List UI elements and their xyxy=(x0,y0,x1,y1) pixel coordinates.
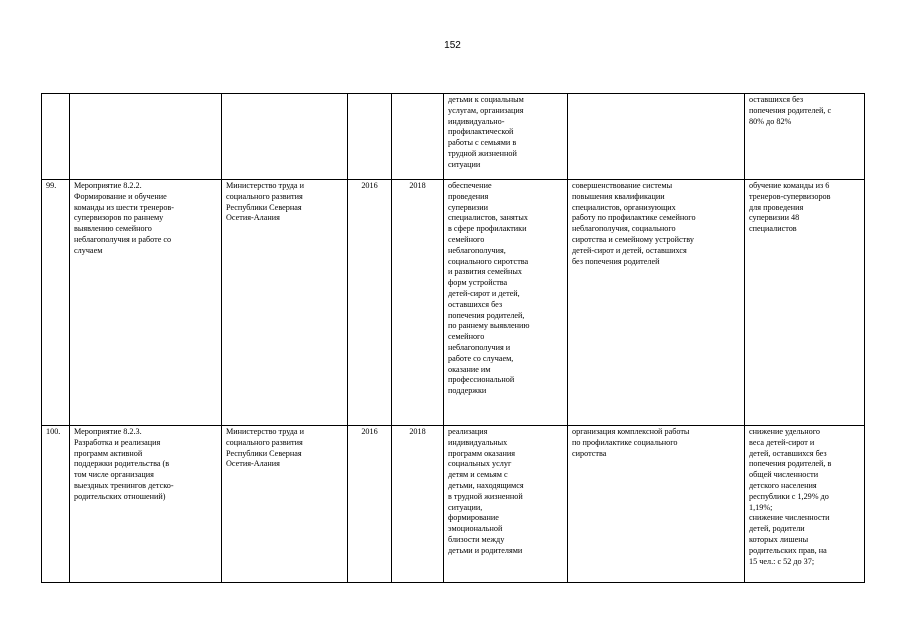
event-cell xyxy=(70,180,222,426)
year-start-cell xyxy=(348,180,392,426)
year-start: 2016 xyxy=(361,181,378,190)
year-end: 2018 xyxy=(409,427,426,436)
indicator-text: оставшихся без попечения родителей, с 80% до 82% xyxy=(749,95,832,126)
year-start-cell xyxy=(348,426,392,583)
row-number-cell xyxy=(42,426,70,583)
indicator-cell xyxy=(745,426,865,583)
event-text: Мероприятие 8.2.3. Разработка и реализация программ активной поддержки родительства (в том числе организация выездных тренингов детско- родительских отношений) xyxy=(74,427,174,501)
row-number-cell xyxy=(42,94,70,180)
row-number: 100. xyxy=(46,427,61,436)
result-cell xyxy=(568,180,745,426)
indicator-cell xyxy=(745,94,865,180)
content-text: обеспечение проведения супервизии специалистов, занятых в сфере профилактики семейного неблагополучия, социального сиротства и развития семейных форм устройства детей-сирот и детей, оставшихся без попечения родителей, по раннему выявлению семейного неблагополучия и работе со случаем, оказание им профессиональной поддержки xyxy=(448,181,530,396)
row-number: 99. xyxy=(46,181,57,190)
result-text: организация комплексной работы по профилактике социального сиротства xyxy=(572,427,690,458)
table-row xyxy=(42,180,865,426)
indicator-cell xyxy=(745,180,865,426)
executor-cell xyxy=(222,94,348,180)
year-end-cell xyxy=(392,180,444,426)
table-row xyxy=(42,426,865,583)
year-end-cell xyxy=(392,94,444,180)
measures-table xyxy=(41,93,865,583)
year-start-cell xyxy=(348,94,392,180)
year-end: 2018 xyxy=(409,181,426,190)
result-cell xyxy=(568,426,745,583)
content-text: детьми к социальным услугам, организация индивидуально- профилактической работы с семьями в трудной жизненной ситуации xyxy=(448,95,524,169)
event-cell xyxy=(70,426,222,583)
executor-cell xyxy=(222,426,348,583)
page-number: 152 xyxy=(444,40,461,51)
table-row xyxy=(42,94,865,180)
executor-text: Министерство труда и социального развития Республики Северная Осетия-Алания xyxy=(226,427,304,469)
executor-text: Министерство труда и социального развития Республики Северная Осетия-Алания xyxy=(226,181,304,223)
content-text: реализация индивидуальных программ оказания социальных услуг детям и семьям с детьми, находящимся в трудной жизненной ситуации, формирование эмоциональной близости между детьми и родителями xyxy=(448,427,524,555)
row-number-cell xyxy=(42,180,70,426)
year-end-cell xyxy=(392,426,444,583)
indicator-text: обучение команды из 6 тренеров-супервизоров для проведения супервизии 48 специалистов xyxy=(749,181,831,234)
indicator-text: снижение удельного веса детей-сирот и детей, оставшихся без попечения родителей, в общей численности детского населения республики с 1,29% до 1,19%; снижение численности детей, родители которых лишены родительских прав, на 15 чел.: с 52 до 37; xyxy=(749,427,832,566)
event-cell xyxy=(70,94,222,180)
year-start: 2016 xyxy=(361,427,378,436)
event-text: Мероприятие 8.2.2. Формирование и обучение команды из шести тренеров- супервизоров по раннему выявлению семейного неблагополучия и работе со случаем xyxy=(74,181,175,255)
content-cell xyxy=(444,426,568,583)
content-cell xyxy=(444,180,568,426)
result-cell xyxy=(568,94,745,180)
content-cell xyxy=(444,94,568,180)
result-text: совершенствование системы повышения квалификации специалистов, организующих работу по профилактике семейного неблагополучия, социального сиротства и семейному устройству детей-сирот и детей, оставшихся без попечения родителей xyxy=(572,181,696,266)
executor-cell xyxy=(222,180,348,426)
